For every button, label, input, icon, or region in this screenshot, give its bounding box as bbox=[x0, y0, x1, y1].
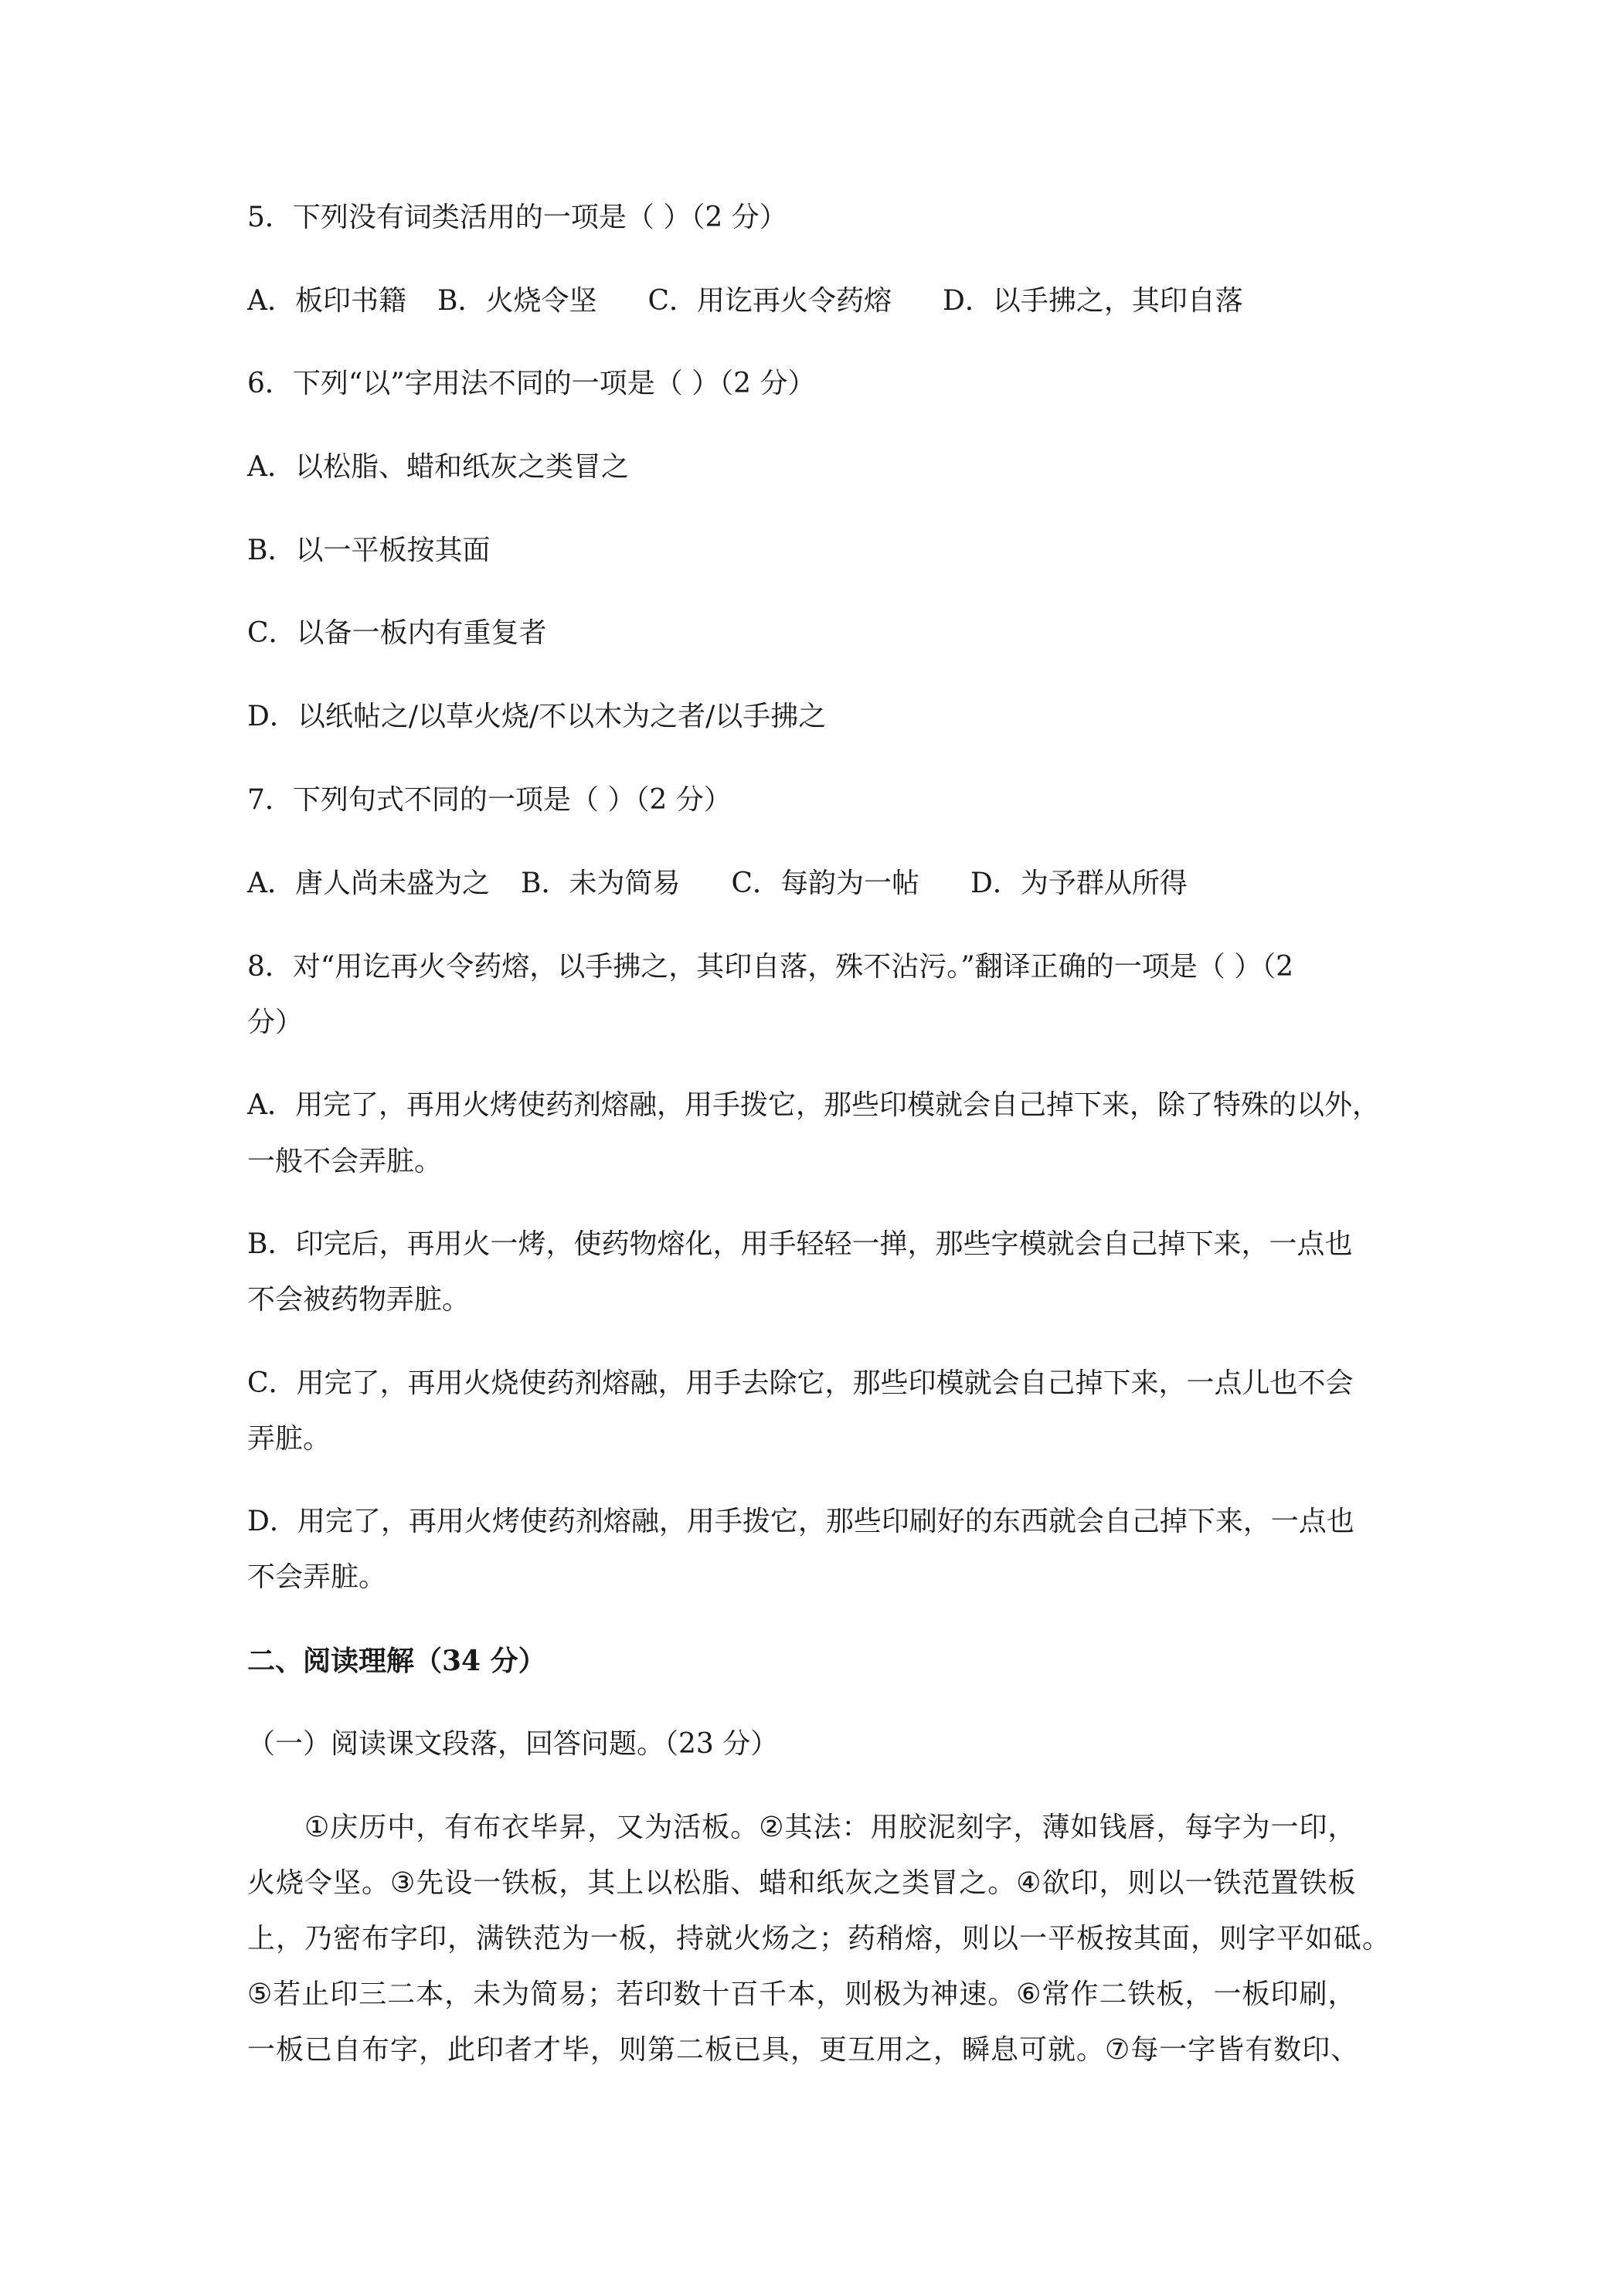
q5-option-d: D．以手拂之，其印自落 bbox=[943, 285, 1243, 317]
q6-option-b: B．以一平板按其面 bbox=[247, 535, 491, 566]
q8-option-d-line2: 不会弄脏。 bbox=[247, 1561, 387, 1593]
q8-option-b-line1: B．印完后，再用火一烤，使药物熔化，用手轻轻一掸，那些字模就会自己掉下来，一点也 bbox=[247, 1228, 1353, 1260]
section-heading: 二、阅读理解（34 分） bbox=[247, 1645, 546, 1677]
q8-option-a-line1: A．用完了，再用火烤使药剂熔融，用手拨它，那些印模就会自己掉下来，除了特殊的以外， bbox=[247, 1089, 1380, 1121]
q8-stem-line1: 8．对“用讫再火令药熔，以手拂之，其印自落，殊不沾污。”翻译正确的一项是（ ）（2 bbox=[247, 951, 1294, 983]
q6-stem: 6．下列“以”字用法不同的一项是（ ）（2 分） bbox=[247, 368, 816, 399]
q6-option-a: A．以松脂、蜡和纸灰之类冒之 bbox=[247, 451, 629, 483]
q8-option-a-line2: 一般不会弄脏。 bbox=[247, 1146, 443, 1177]
q8-option-c-line1: C．用完了，再用火烧使药剂熔融，用手去除它，那些印模就会自己掉下来，一点儿也不会 bbox=[247, 1367, 1354, 1399]
q8-stem-line2: 分） bbox=[247, 1007, 304, 1038]
q7-option-b: B．未为简易 bbox=[521, 868, 681, 899]
subsection-heading: （一）阅读课文段落，回答问题。（23 分） bbox=[247, 1728, 779, 1760]
q5-stem: 5．下列没有词类活用的一项是（ ）（2 分） bbox=[247, 202, 787, 233]
q8-option-c-line2: 弄脏。 bbox=[247, 1423, 331, 1455]
q8-option-b-line2: 不会被药物弄脏。 bbox=[247, 1284, 471, 1316]
q5-options bbox=[247, 283, 1243, 320]
q6-option-c: C．以备一板内有重复者 bbox=[247, 617, 547, 649]
q7-option-c: C．每韵为一帖 bbox=[731, 868, 920, 899]
passage-line-1: ①庆历中，有布衣毕昇，又为活板。②其法：用胶泥刻字，薄如钱唇，每字为一印， bbox=[247, 1812, 1357, 1843]
passage-line-5: 一板已自布字，此印者才毕，则第二板已具，更互用之，瞬息可就。⑦每一字皆有数印、 bbox=[247, 2034, 1360, 2066]
q7-stem: 7．下列句式不同的一项是（ ）（2 分） bbox=[247, 784, 732, 816]
q5-option-c: C．用讫再火令药熔 bbox=[647, 285, 892, 317]
q5-option-a: A．板印书籍 bbox=[247, 285, 406, 317]
q7-option-a: A．唐人尚未盛为之 bbox=[247, 868, 490, 899]
passage-line-4: ⑤若止印三二本，未为简易；若印数十百千本，则极为神速。⑥常作二铁板，一板印刷， bbox=[247, 1978, 1357, 2010]
passage-line-2: 火烧令坚。③先设一铁板，其上以松脂、蜡和纸灰之类冒之。④欲印，则以一铁范置铁板 bbox=[247, 1867, 1357, 1899]
q8-option-d-line1: D．用完了，再用火烤使药剂熔融，用手拨它，那些印刷好的东西就会自己掉下来，一点也 bbox=[247, 1506, 1354, 1537]
q7-options bbox=[247, 865, 1188, 902]
q5-option-b: B．火烧令坚 bbox=[437, 285, 597, 317]
q7-option-d: D．为予群从所得 bbox=[970, 868, 1188, 899]
passage-line-3: 上，乃密布字印，满铁范为一板，持就火炀之；药稍熔，则以一平板按其面，则字平如砥。 bbox=[247, 1923, 1392, 1955]
q6-option-d: D．以纸帖之/以草火烧/不以木为之者/以手拂之 bbox=[247, 701, 827, 732]
